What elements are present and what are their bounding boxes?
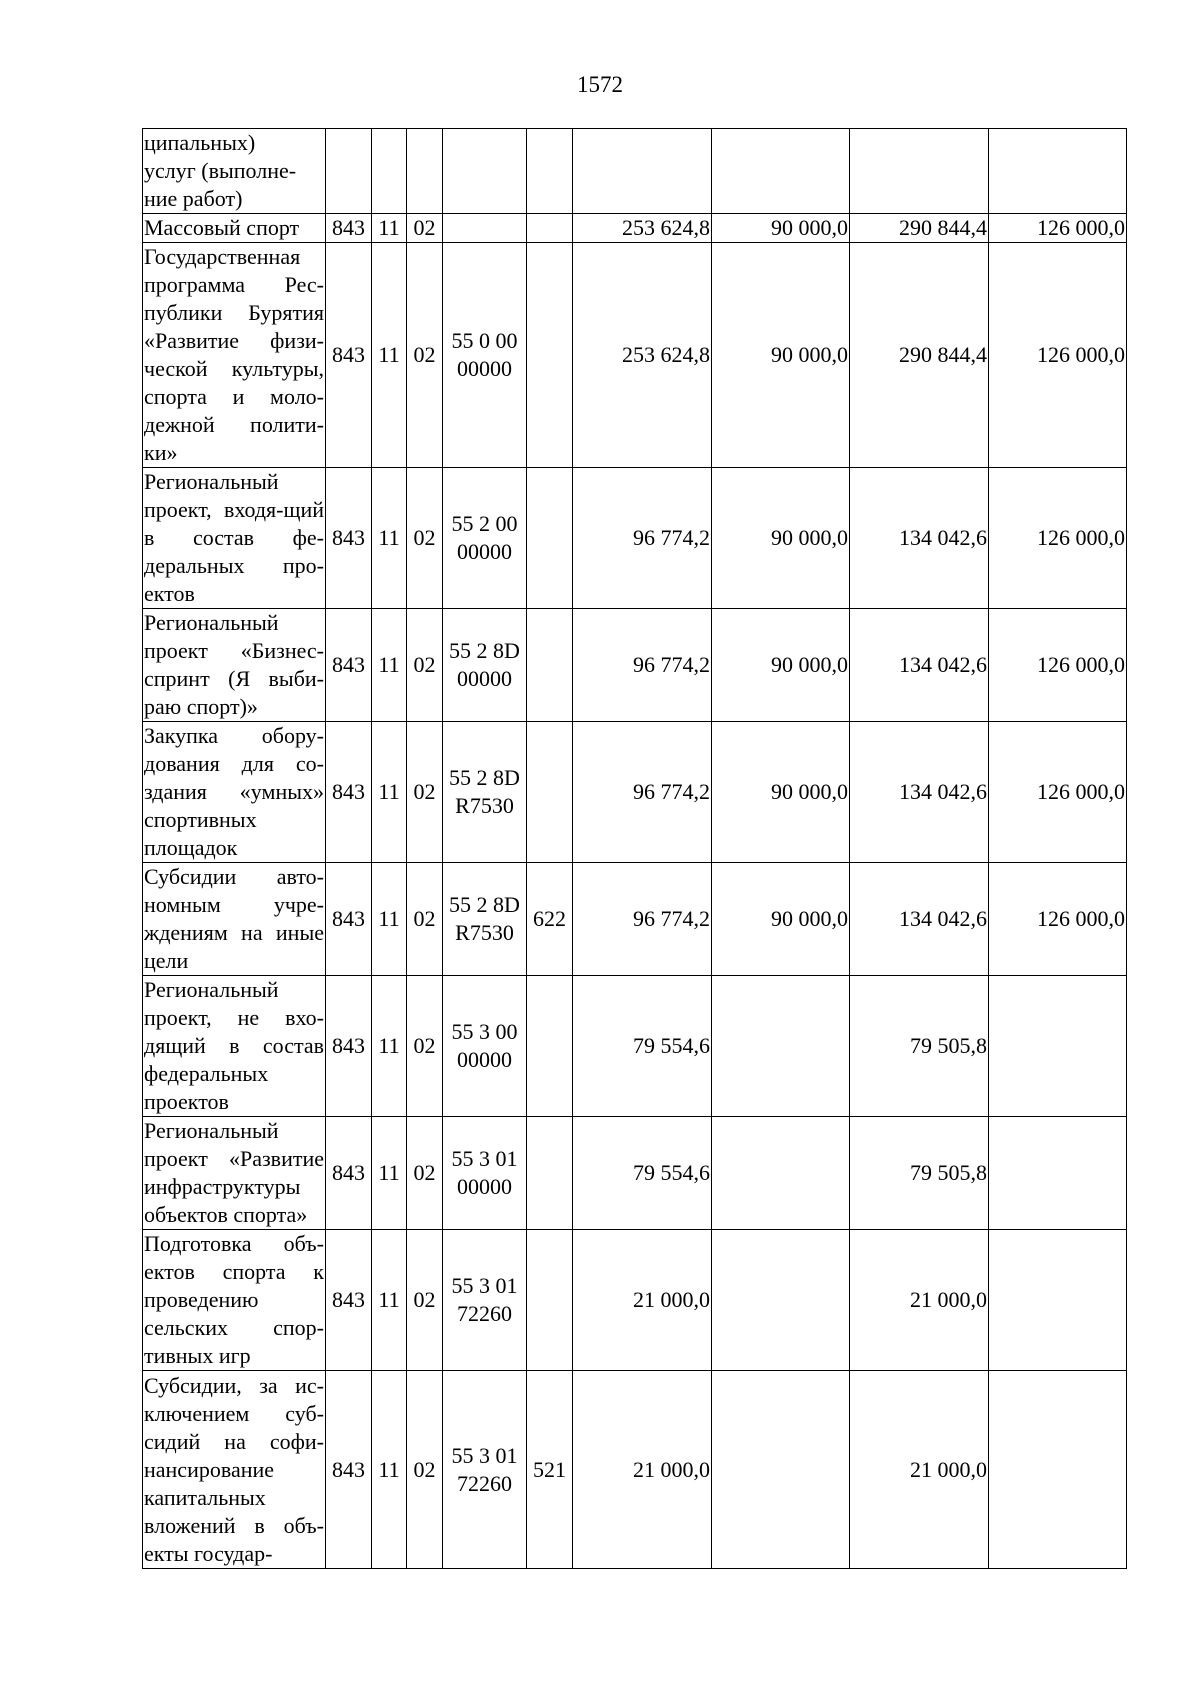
amount-1: 96 774,2 — [573, 722, 712, 863]
expense-type-code — [527, 129, 573, 214]
amount-4 — [989, 1117, 1127, 1230]
expense-type-code — [527, 214, 573, 243]
target-article-code: 55 3 00 00000 — [443, 976, 527, 1117]
table-row — [143, 1117, 1127, 1230]
amount-4: 126 000,0 — [989, 214, 1127, 243]
table-row — [143, 468, 1127, 609]
subsection-code: 02 — [407, 468, 443, 609]
grbs-code: 843 — [326, 722, 372, 863]
amount-4 — [989, 129, 1127, 214]
expense-type-code — [527, 243, 573, 468]
amount-1: 79 554,6 — [573, 976, 712, 1117]
row-name: Субсидии авто-номным учре-ждениям на иные цели — [143, 863, 326, 976]
expense-type-code — [527, 609, 573, 722]
amount-2 — [712, 129, 850, 214]
target-article-code: 55 2 8D 00000 — [443, 609, 527, 722]
table-row — [143, 609, 1127, 722]
amount-1: 21 000,0 — [573, 1230, 712, 1371]
amount-2: 90 000,0 — [712, 863, 850, 976]
amount-3: 21 000,0 — [850, 1371, 989, 1569]
section-code: 11 — [372, 1371, 407, 1569]
grbs-code: 843 — [326, 1371, 372, 1569]
amount-3 — [850, 129, 989, 214]
amount-2 — [712, 1117, 850, 1230]
amount-1 — [573, 129, 712, 214]
amount-3: 134 042,6 — [850, 609, 989, 722]
target-article-code: 55 3 01 72260 — [443, 1230, 527, 1371]
section-code: 11 — [372, 1230, 407, 1371]
amount-1: 96 774,2 — [573, 863, 712, 976]
target-article-code: 55 2 00 00000 — [443, 468, 527, 609]
section-code: 11 — [372, 1117, 407, 1230]
amount-2: 90 000,0 — [712, 468, 850, 609]
amount-2: 90 000,0 — [712, 214, 850, 243]
amount-4: 126 000,0 — [989, 468, 1127, 609]
budget-table — [142, 128, 1127, 1569]
amount-1: 79 554,6 — [573, 1117, 712, 1230]
subsection-code — [407, 129, 443, 214]
amount-1: 253 624,8 — [573, 214, 712, 243]
amount-1: 96 774,2 — [573, 468, 712, 609]
amount-1: 96 774,2 — [573, 609, 712, 722]
amount-3: 134 042,6 — [850, 722, 989, 863]
amount-3: 134 042,6 — [850, 468, 989, 609]
table-row — [143, 243, 1127, 468]
target-article-code: 55 2 8D R7530 — [443, 863, 527, 976]
amount-2: 90 000,0 — [712, 722, 850, 863]
expense-type-code: 521 — [527, 1371, 573, 1569]
amount-4: 126 000,0 — [989, 863, 1127, 976]
section-code: 11 — [372, 722, 407, 863]
target-article-code — [443, 214, 527, 243]
subsection-code: 02 — [407, 243, 443, 468]
grbs-code — [326, 129, 372, 214]
row-name: Закупка обору-дования для со-здания «умных» спортивных площадок — [143, 722, 326, 863]
table-row — [143, 1230, 1127, 1371]
subsection-code: 02 — [407, 1230, 443, 1371]
amount-4 — [989, 1371, 1127, 1569]
table-row — [143, 722, 1127, 863]
table-row — [143, 129, 1127, 214]
amount-4 — [989, 1230, 1127, 1371]
subsection-code: 02 — [407, 863, 443, 976]
section-code: 11 — [372, 214, 407, 243]
target-article-code: 55 2 8D R7530 — [443, 722, 527, 863]
subsection-code: 02 — [407, 976, 443, 1117]
target-article-code: 55 3 01 00000 — [443, 1117, 527, 1230]
amount-3: 21 000,0 — [850, 1230, 989, 1371]
table-row — [143, 976, 1127, 1117]
target-article-code: 55 0 00 00000 — [443, 243, 527, 468]
subsection-code: 02 — [407, 1371, 443, 1569]
amount-4: 126 000,0 — [989, 609, 1127, 722]
expense-type-code — [527, 722, 573, 863]
subsection-code: 02 — [407, 609, 443, 722]
amount-2 — [712, 1230, 850, 1371]
subsection-code: 02 — [407, 214, 443, 243]
amount-4: 126 000,0 — [989, 243, 1127, 468]
row-name: Региональный проект «Бизнес-спринт (Я выби-раю спорт)» — [143, 609, 326, 722]
expense-type-code — [527, 1230, 573, 1371]
amount-1: 253 624,8 — [573, 243, 712, 468]
expense-type-code: 622 — [527, 863, 573, 976]
amount-2: 90 000,0 — [712, 243, 850, 468]
row-name: Региональный проект «Развитие инфраструктуры объектов спорта» — [143, 1117, 326, 1230]
amount-2: 90 000,0 — [712, 609, 850, 722]
section-code: 11 — [372, 468, 407, 609]
row-name: Подготовка объ-ектов спорта к проведению сельских спор-тивных игр — [143, 1230, 326, 1371]
section-code: 11 — [372, 976, 407, 1117]
row-name: Субсидии, за ис-ключением суб-сидий на софи-нансирование капитальных вложений в объ-екты государ- — [143, 1371, 326, 1569]
amount-3: 79 505,8 — [850, 976, 989, 1117]
amount-2 — [712, 1371, 850, 1569]
grbs-code: 843 — [326, 976, 372, 1117]
row-name: Государственная программа Рес-публики Бурятия «Развитие физи-ческой культуры, спорта и моло-дежной полити-ки» — [143, 243, 326, 468]
grbs-code: 843 — [326, 214, 372, 243]
row-name: Региональный проект, не вхо-дящий в состав федеральных проектов — [143, 976, 326, 1117]
target-article-code — [443, 129, 527, 214]
grbs-code: 843 — [326, 468, 372, 609]
section-code: 11 — [372, 243, 407, 468]
amount-1: 21 000,0 — [573, 1371, 712, 1569]
section-code: 11 — [372, 609, 407, 722]
grbs-code: 843 — [326, 609, 372, 722]
table-row — [143, 214, 1127, 243]
amount-3: 134 042,6 — [850, 863, 989, 976]
subsection-code: 02 — [407, 1117, 443, 1230]
subsection-code: 02 — [407, 722, 443, 863]
grbs-code: 843 — [326, 1117, 372, 1230]
section-code: 11 — [372, 863, 407, 976]
row-name: Региональный проект, входя-щий в состав фе-деральных про-ектов — [143, 468, 326, 609]
amount-3: 79 505,8 — [850, 1117, 989, 1230]
expense-type-code — [527, 976, 573, 1117]
amount-4: 126 000,0 — [989, 722, 1127, 863]
grbs-code: 843 — [326, 863, 372, 976]
section-code — [372, 129, 407, 214]
target-article-code: 55 3 01 72260 — [443, 1371, 527, 1569]
table-row — [143, 863, 1127, 976]
grbs-code: 843 — [326, 243, 372, 468]
table-row — [143, 1371, 1127, 1569]
amount-3: 290 844,4 — [850, 214, 989, 243]
amount-4 — [989, 976, 1127, 1117]
expense-type-code — [527, 468, 573, 609]
page-number: 1572 — [577, 72, 623, 97]
amount-3: 290 844,4 — [850, 243, 989, 468]
row-name: ципальных) услуг (выполне- ние работ) — [143, 129, 326, 214]
expense-type-code — [527, 1117, 573, 1230]
row-name: Массовый спорт — [143, 214, 326, 243]
grbs-code: 843 — [326, 1230, 372, 1371]
amount-2 — [712, 976, 850, 1117]
